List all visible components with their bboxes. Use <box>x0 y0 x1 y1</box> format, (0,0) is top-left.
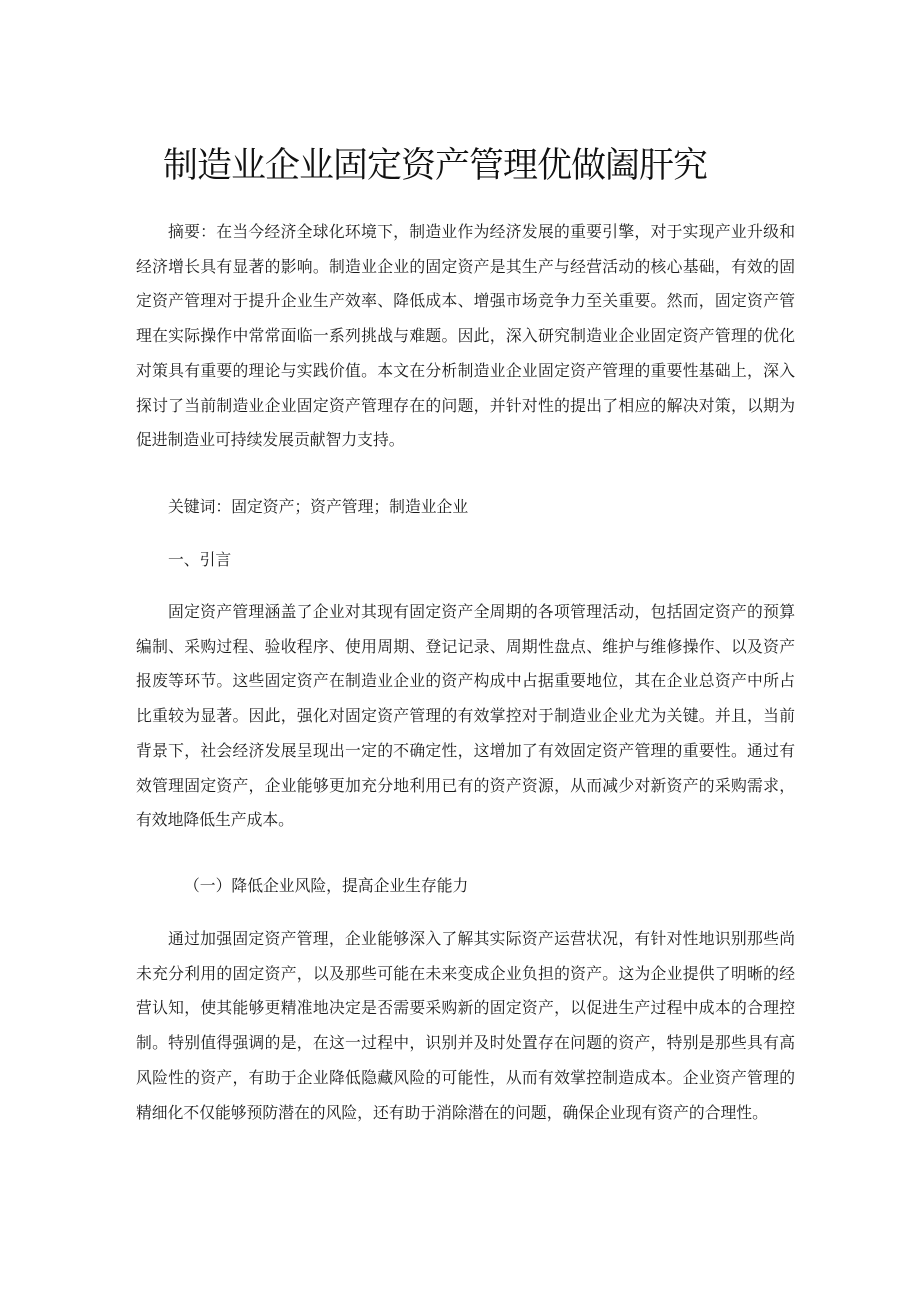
introduction-paragraph: 固定资产管理涵盖了企业对其现有固定资产全周期的各项管理活动，包括固定资产的预算编制、采购过程、验收程序、使用周期、登记记录、周期性盘点、维护与维修操作、以及资产报废等环节。这些固定资产在制造业企业的资产构成中占据重要地位，其在企业总资产中所占比重较为显著。因此，强化对固定资产管理的有效掌控对于制造业企业尤为关键。并且，当前背景下，社会经济发展呈现出一定的不确定性，这增加了有效固定资产管理的重要性。通过有效管理固定资产，企业能够更加充分地利用已有的资产资源，从而减少对新资产的采购需求，有效地降低生产成本。 <box>136 602 795 830</box>
keywords-line: 关键词：固定资产；资产管理；制造业企业 <box>168 497 469 516</box>
abstract-paragraph: 摘要：在当今经济全球化环境下，制造业作为经济发展的重要引擎，对于实现产业升级和经济增长具有显著的影响。制造业企业的固定资产是其生产与经营活动的核心基础，有效的固定资产管理对于提升企业生产效率、降低成本、增强市场竞争力至关重要。然而，固定资产管理在实际操作中常常面临一系列挑战与难题。因此，深入研究制造业企业固定资产管理的优化对策具有重要的理论与实践价值。本文在分析制造业企业固定资产管理的重要性基础上，深入探讨了当前制造业企业固定资产管理存在的问题，并针对性的提出了相应的解决对策，以期为促进制造业可持续发展贡献智力支持。 <box>136 222 795 450</box>
subsection-heading-risk: （一）降低企业风险，提高企业生存能力 <box>184 876 469 895</box>
document-title: 制造业企业固定资产管理优做阖肝究 <box>162 146 707 186</box>
risk-paragraph: 通过加强固定资产管理，企业能够深入了解其实际资产运营状况，有针对性地识别那些尚未充分利用的固定资产，以及那些可能在未来变成企业负担的资产。这为企业提供了明晰的经营认知，使其能够更精准地决定是否需要采购新的固定资产，以促进生产过程中成本的合理控制。特别值得强调的是，在这一过程中，识别并及时处置存在问题的资产，特别是那些具有高风险性的资产，有助于企业降低隐藏风险的可能性，从而有效掌控制造成本。企业资产管理的精细化不仅能够预防潜在的风险，还有助于消除潜在的问题，确保企业现有资产的合理性。 <box>136 929 795 1122</box>
section-heading-introduction: 一、引言 <box>168 550 232 569</box>
